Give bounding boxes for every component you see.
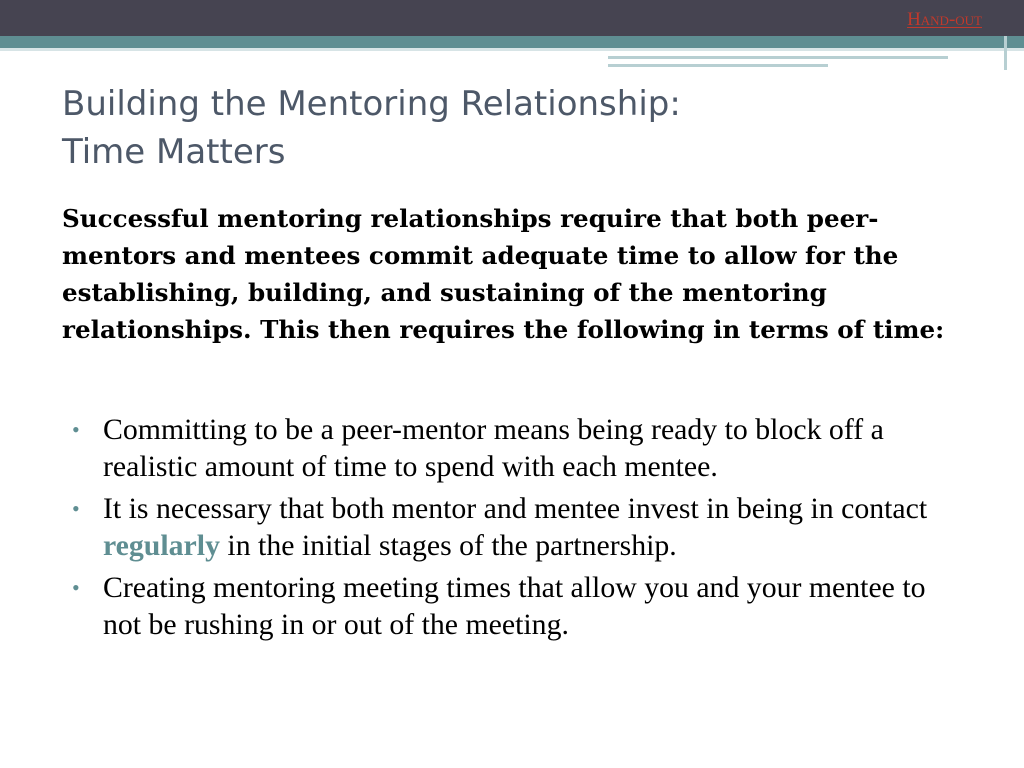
handout-label: Hand-out [907,9,982,30]
bullet-text [103,492,927,562]
bullet-text: Committing to be a peer-mentor means being ready to block off a realistic amount of time to spend with each mentee. [103,413,884,483]
list-item [62,491,962,564]
slide-title-line1: Building the Mentoring Relationship: [62,84,681,124]
list-item [62,570,962,643]
bullet-text-after: in the initial stages of the partnership. [219,528,677,562]
bullet-icon: • [72,417,80,442]
intro-paragraph: Successful mentoring relationships require that both peer-mentors and mentees commit adequate time to allow for the establishing, building, and sustaining of the mentoring relationships. This then requires the following in terms of time: [62,204,945,344]
slide-title [62,80,681,176]
decorative-line [608,64,828,67]
slide-title-line2: Time Matters [62,132,286,172]
decorative-line [608,56,948,59]
bullet-list [62,412,962,649]
decorative-line [1004,36,1007,70]
header-accent-stripe [0,36,1024,48]
bullet-icon: • [72,575,80,600]
emphasis-word: regularly [103,528,220,562]
header-band [0,0,1024,36]
list-item [62,412,962,485]
bullet-text-before: It is necessary that both mentor and mentee invest in being in contact [103,492,928,525]
bullet-text: Creating mentoring meeting times that allow you and your mentee to not be rushing in or out of the meeting. [103,571,926,641]
header-light-stripe [0,48,1024,51]
bullet-icon: • [72,496,80,521]
